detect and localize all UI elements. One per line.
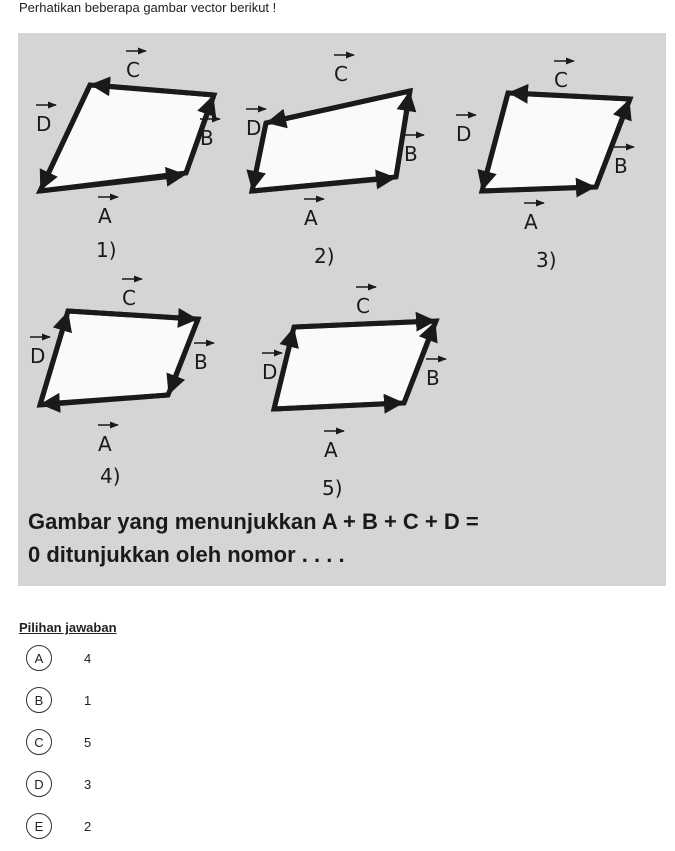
choice-a[interactable] <box>26 645 91 671</box>
question-text: Perhatikan beberapa gambar vector berikut ! <box>19 0 277 15</box>
diagram-1-label-a: A <box>98 204 112 228</box>
choice-b[interactable] <box>26 687 91 713</box>
diagram-5-label-a: A <box>324 438 338 462</box>
choice-e-value: 2 <box>84 818 92 834</box>
diagram-2-number: 2) <box>314 244 335 268</box>
vector-diagrams <box>18 33 666 586</box>
diagram-4-label-a: A <box>98 432 112 456</box>
diagram-5-label-d: D <box>262 360 278 384</box>
diagram-5 <box>262 287 446 500</box>
diagram-2-label-b: B <box>404 142 418 166</box>
diagram-3-label-d: D <box>456 122 472 146</box>
choice-d-value: 3 <box>84 776 92 792</box>
choice-e-letter: E <box>26 813 52 839</box>
choice-c-letter: C <box>26 729 52 755</box>
choices-title: Pilihan jawaban <box>19 620 117 635</box>
choice-a-letter: A <box>26 645 52 671</box>
diagram-1-label-c: C <box>126 58 140 82</box>
vector-figure <box>18 33 666 586</box>
diagram-5-shape <box>274 321 436 409</box>
diagram-4 <box>30 279 214 488</box>
diagram-4-number: 4) <box>100 464 121 488</box>
caption-line-2: 0 ditunjukkan oleh nomor . . . . <box>28 542 345 567</box>
diagram-3-number: 3) <box>536 248 557 272</box>
diagram-2 <box>246 55 424 268</box>
choice-a-value: 4 <box>84 650 92 666</box>
diagram-3 <box>456 61 634 272</box>
diagram-4-label-d: D <box>30 344 46 368</box>
diagram-1-label-d: D <box>36 112 52 136</box>
diagram-3-label-b: B <box>614 154 628 178</box>
diagram-4-label-b: B <box>194 350 208 374</box>
caption-line-1: Gambar yang menunjukkan A + B + C + D = <box>28 509 479 534</box>
choice-b-letter: B <box>26 687 52 713</box>
diagram-1 <box>36 51 220 262</box>
diagram-4-label-c: C <box>122 286 136 310</box>
diagram-3-label-a: A <box>524 210 538 234</box>
choice-d[interactable] <box>26 771 91 797</box>
diagram-3-label-c: C <box>554 68 568 92</box>
diagram-1-number: 1) <box>96 238 117 262</box>
diagram-5-number: 5) <box>322 476 343 500</box>
diagram-2-label-c: C <box>334 62 348 86</box>
choice-e[interactable] <box>26 813 91 839</box>
choice-c[interactable] <box>26 729 91 755</box>
choice-d-letter: D <box>26 771 52 797</box>
diagram-5-label-b: B <box>426 366 440 390</box>
choice-b-value: 1 <box>84 692 92 708</box>
diagram-2-label-d: D <box>246 116 262 140</box>
choice-c-value: 5 <box>84 734 92 750</box>
diagram-5-label-c: C <box>356 294 370 318</box>
diagram-1-label-b: B <box>200 126 214 150</box>
diagram-2-label-a: A <box>304 206 318 230</box>
figure-caption <box>28 505 658 571</box>
